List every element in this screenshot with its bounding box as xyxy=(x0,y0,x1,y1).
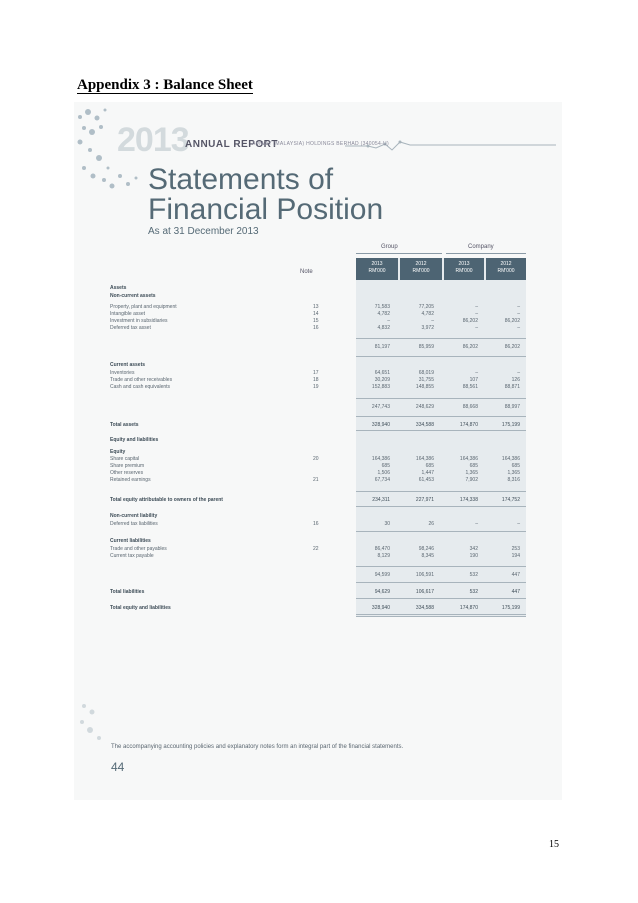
row-label: Share premium xyxy=(110,463,145,469)
annual-report-label: ANNUAL REPORT xyxy=(185,139,278,150)
col-unit: RM'000 xyxy=(412,268,430,274)
row-value: 88,561 xyxy=(462,384,478,390)
row-label: Inventories xyxy=(110,370,135,376)
table-rule xyxy=(356,614,526,615)
row-value: 31,755 xyxy=(418,377,434,383)
table-rule xyxy=(356,356,526,357)
row-value: 71,583 xyxy=(374,304,390,310)
row-value: 106,591 xyxy=(415,572,434,578)
table-rule xyxy=(356,598,526,599)
row-value: 77,205 xyxy=(418,304,434,310)
row-value: 152,883 xyxy=(371,384,390,390)
report-year: 2013 xyxy=(117,121,189,159)
table-rule xyxy=(356,566,526,567)
col-year: 2012 xyxy=(500,261,512,267)
row-note: 16 xyxy=(313,521,319,527)
group-rule xyxy=(356,253,442,254)
row-value: 4,782 xyxy=(421,311,434,317)
row-value: 175,199 xyxy=(501,422,520,428)
row-value: 164,386 xyxy=(415,456,434,462)
row-note: 15 xyxy=(313,318,319,324)
col-header-group-2012 xyxy=(400,258,442,280)
table-rule xyxy=(356,416,526,417)
row-label: Trade and other receivables xyxy=(110,377,173,383)
table-rule xyxy=(356,491,526,492)
row-label: Property, plant and equipment xyxy=(110,304,177,310)
row-value: 8,316 xyxy=(507,477,520,483)
statement-title-line2: Financial Position xyxy=(148,193,384,226)
row-note: 16 xyxy=(313,325,319,331)
row-label: Deferred tax liabilities xyxy=(110,521,158,527)
row-value: – xyxy=(431,318,434,324)
row-value: – xyxy=(475,370,478,376)
row-value: – xyxy=(517,521,520,527)
row-label: Total equity and liabilities xyxy=(110,605,171,611)
row-label: Share capital xyxy=(110,456,140,462)
statement-title-line1: Statements of xyxy=(148,163,334,196)
row-label: Current tax payable xyxy=(110,553,154,559)
row-value: 227,971 xyxy=(415,497,434,503)
row-value: 685 xyxy=(511,463,520,469)
row-label: Total equity attributable to owners of the parent xyxy=(110,497,223,503)
row-note: 14 xyxy=(313,311,319,317)
table-rule xyxy=(356,582,526,583)
row-value: 164,386 xyxy=(371,456,390,462)
row-value: 328,940 xyxy=(371,605,390,611)
row-value: 532 xyxy=(469,572,478,578)
row-value: 8,129 xyxy=(377,553,390,559)
row-value: 85,959 xyxy=(418,344,434,350)
row-note: 22 xyxy=(313,546,319,552)
row-value: 4,782 xyxy=(377,311,390,317)
row-value: – xyxy=(517,370,520,376)
row-label: Non-current liability xyxy=(110,513,158,519)
row-note: 18 xyxy=(313,377,319,383)
row-value: 342 xyxy=(469,546,478,552)
table-rule xyxy=(356,338,526,339)
row-label: Current liabilities xyxy=(110,538,151,544)
row-value: 1,447 xyxy=(421,470,434,476)
row-value: 88,997 xyxy=(504,404,520,410)
row-value: 64,651 xyxy=(374,370,390,376)
row-value: 7,902 xyxy=(465,477,478,483)
row-label: Current assets xyxy=(110,362,146,368)
report-page-number: 44 xyxy=(111,760,125,774)
table-rule xyxy=(356,531,526,532)
row-value: – xyxy=(475,521,478,527)
row-value: 3,972 xyxy=(421,325,434,331)
row-value: 88,668 xyxy=(462,404,478,410)
row-value: 328,940 xyxy=(371,422,390,428)
row-label: Assets xyxy=(110,285,127,291)
row-value: 685 xyxy=(381,463,390,469)
row-value: 447 xyxy=(511,589,520,595)
row-value: 247,743 xyxy=(371,404,390,410)
company-header: Company xyxy=(468,244,494,250)
row-value: 86,202 xyxy=(462,318,478,324)
row-value: 81,197 xyxy=(374,344,390,350)
row-value: 174,870 xyxy=(459,422,478,428)
table-rule xyxy=(356,398,526,399)
row-value: – xyxy=(517,304,520,310)
row-label: Intangible asset xyxy=(110,311,146,317)
table-rule xyxy=(356,430,526,431)
row-value: 334,588 xyxy=(415,422,434,428)
row-label: Non-current assets xyxy=(110,293,156,299)
row-label: Other reserves xyxy=(110,470,144,476)
col-year: 2013 xyxy=(458,261,470,267)
row-value: – xyxy=(475,325,478,331)
row-value: 234,311 xyxy=(372,497,390,503)
row-value: 68,019 xyxy=(418,370,434,376)
row-label: Equity xyxy=(110,449,126,455)
row-value: 532 xyxy=(469,589,478,595)
row-value: 86,202 xyxy=(504,318,520,324)
row-value: 30,209 xyxy=(374,377,390,383)
row-label: Cash and cash equivalents xyxy=(110,384,171,390)
row-value: 86,202 xyxy=(462,344,478,350)
row-value: 107 xyxy=(469,377,478,383)
row-value: 248,629 xyxy=(415,404,434,410)
row-value: 61,453 xyxy=(418,477,434,483)
col-unit: RM'000 xyxy=(497,268,515,274)
row-value: 98,246 xyxy=(418,546,434,552)
row-value: 67,734 xyxy=(374,477,390,483)
row-value: – xyxy=(475,311,478,317)
row-value: 106,617 xyxy=(415,589,434,595)
col-unit: RM'000 xyxy=(368,268,386,274)
col-header-company-2012 xyxy=(486,258,526,280)
row-value: 194 xyxy=(511,553,520,559)
row-value: 86,470 xyxy=(374,546,390,552)
table-rule xyxy=(356,616,526,617)
row-value: 253 xyxy=(511,546,520,552)
row-value: – xyxy=(475,304,478,310)
row-value: 148,855 xyxy=(415,384,434,390)
row-label: Retained earnings xyxy=(110,477,151,483)
appendix-heading: Appendix 3 : Balance Sheet xyxy=(77,77,253,93)
page-number: 15 xyxy=(549,839,559,850)
row-value: 88,871 xyxy=(504,384,520,390)
row-value: 174,338 xyxy=(459,497,478,503)
row-value: 164,386 xyxy=(459,456,478,462)
col-unit: RM'000 xyxy=(455,268,473,274)
row-value: 175,199 xyxy=(501,605,520,611)
row-value: 86,202 xyxy=(504,344,520,350)
col-year: 2012 xyxy=(415,261,427,267)
row-value: 26 xyxy=(428,521,434,527)
row-value: 190 xyxy=(469,553,478,559)
row-value: 447 xyxy=(511,572,520,578)
row-label: Total liabilities xyxy=(110,589,145,595)
row-note: 13 xyxy=(313,304,319,310)
row-value: 685 xyxy=(469,463,478,469)
row-value: 94,629 xyxy=(374,589,390,595)
row-note: 19 xyxy=(313,384,319,390)
row-value: 685 xyxy=(425,463,434,469)
row-value: 94,599 xyxy=(374,572,390,578)
row-value: 174,870 xyxy=(459,605,478,611)
footnote: The accompanying accounting policies and explanatory notes form an integral part of the financial statements. xyxy=(111,744,404,750)
row-value: – xyxy=(517,311,520,317)
row-value: – xyxy=(387,318,390,324)
row-note: 17 xyxy=(313,370,319,376)
company-name: AMWAY (MALAYSIA) HOLDINGS BERHAD (340054-U) xyxy=(252,141,389,147)
col-year: 2013 xyxy=(371,261,383,267)
row-value: 334,588 xyxy=(415,605,434,611)
row-value: – xyxy=(517,325,520,331)
col-header-group-2013 xyxy=(356,258,398,280)
row-value: 1,506 xyxy=(377,470,390,476)
row-label: Investment in subsidiaries xyxy=(110,318,168,324)
row-value: 1,365 xyxy=(507,470,520,476)
row-value: 30 xyxy=(384,521,390,527)
row-value: 174,752 xyxy=(501,497,520,503)
col-header-company-2013 xyxy=(444,258,484,280)
row-value: 164,386 xyxy=(501,456,520,462)
company-rule xyxy=(446,253,526,254)
row-label: Equity and liabilities xyxy=(110,437,159,443)
row-value: 126 xyxy=(511,377,520,383)
group-header: Group xyxy=(381,244,398,250)
statement-date: As at 31 December 2013 xyxy=(148,226,259,237)
row-label: Total assets xyxy=(110,422,139,428)
row-value: 8,345 xyxy=(421,553,434,559)
row-note: 21 xyxy=(313,477,319,483)
row-label: Trade and other payables xyxy=(110,546,167,552)
table-rule xyxy=(356,506,526,507)
row-value: 1,365 xyxy=(465,470,478,476)
row-value: 4,832 xyxy=(377,325,390,331)
row-label: Deferred tax asset xyxy=(110,325,151,331)
row-note: 20 xyxy=(313,456,319,462)
note-header: Note xyxy=(300,269,313,275)
